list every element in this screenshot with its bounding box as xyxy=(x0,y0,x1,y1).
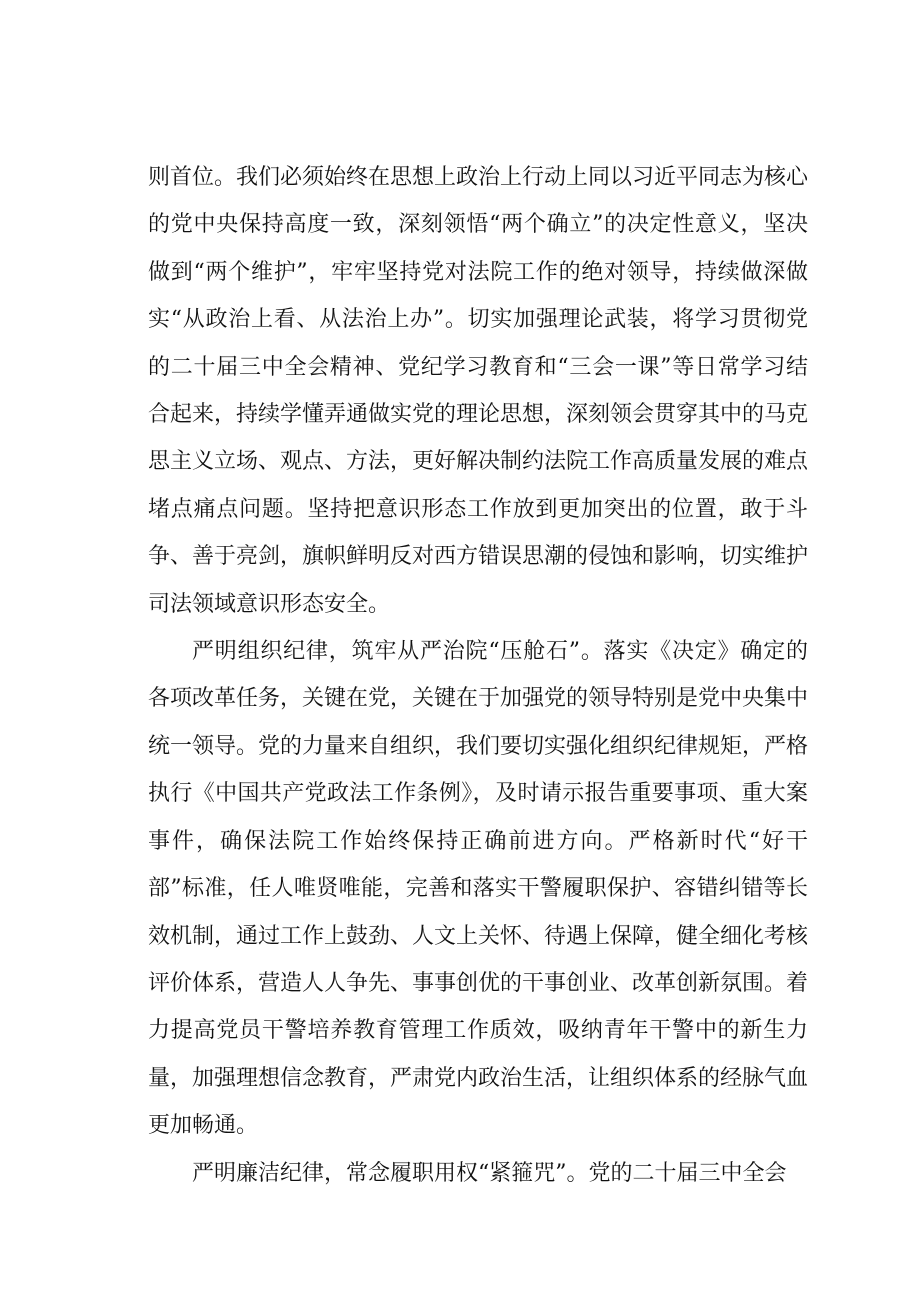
paragraph-2: 严明组织纪律，筑牢从严治院“压舱石”。落实《决定》确定的各项改革任务，关键在党，关键在于加强党的领导特别是党中央集中统一领导。党的力量来自组织，我们要切实强化组织纪律规矩，严格执行《中国共产党政法工作条例》，及时请示报告重要事项、重大案事件，确保法院工作始终保持正确前进方向。严格新时代“好干部”标准，任人唯贤唯能，完善和落实干警履职保护、容错纠错等长效机制，通过工作上鼓劲、人文上关怀、待遇上保障，健全细化考核评价体系，营造人人争先、事事创优的干事创业、改革创新氛围。着力提高党员干警培养教育管理工作质效，吸纳青年干警中的新生力量，加强理想信念教育，严肃党内政治生活，让组织体系的经脉气血更加畅通。 xyxy=(148,639,809,1139)
paragraph-3: 严明廉洁纪律，常念履职用权“紧箍咒”。党的二十届三中全会 xyxy=(192,1160,787,1186)
paragraph-1: 则首位。我们必须始终在思想上政治上行动上同以习近平同志为核心的党中央保持高度一致，深刻领悟“两个确立”的决定性意义，坚决做到“两个维护”，牢牢坚持党对法院工作的绝对领导，持续做深做实“从政治上看、从法治上办”。切实加强理论武装，将学习贯彻党的二十届三中全会精神、党纪学习教育和“三会一课”等日常学习结合起来，持续学懂弄通做实党的理论思想，深刻领会贯穿其中的马克思主义立场、观点、方法，更好解决制约法院工作高质量发展的难点堵点痛点问题。坚持把意识形态工作放到更加突出的位置，敢于斗争、善于亮剑，旗帜鲜明反对西方错误思潮的侵蚀和影响，切实维护司法领域意识形态安全。 xyxy=(148,165,809,617)
document-body xyxy=(148,154,808,1197)
